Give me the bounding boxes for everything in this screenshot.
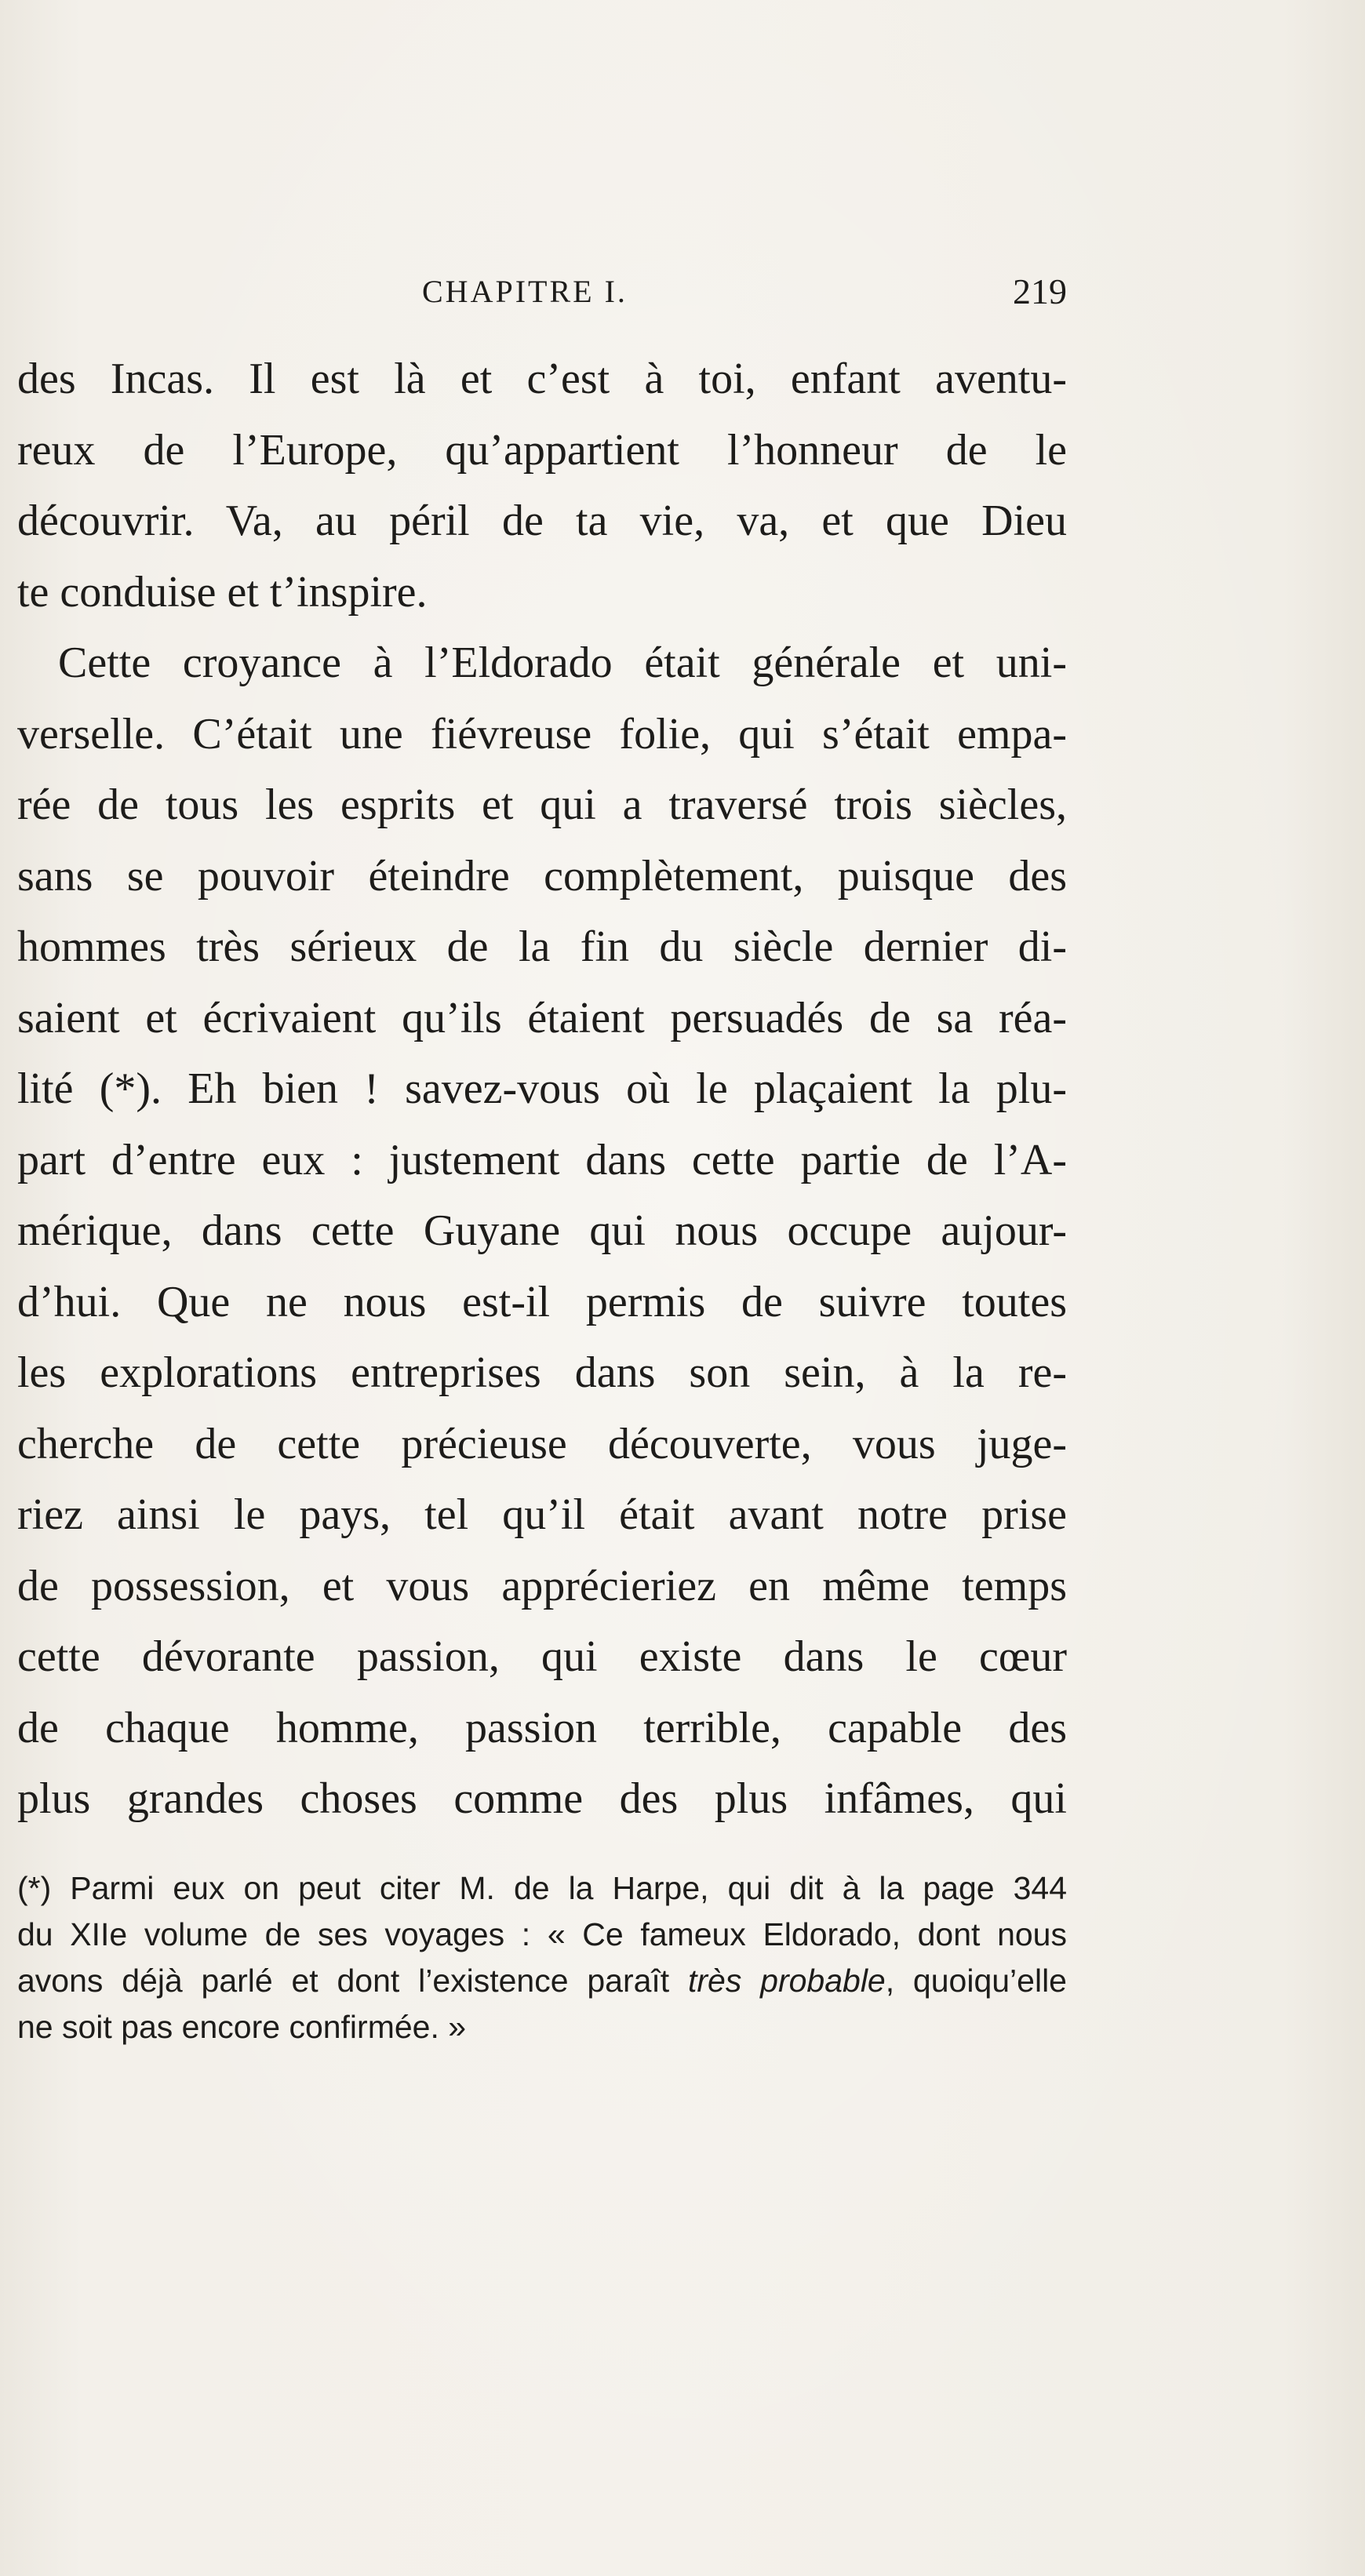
text-line: cette dévorante passion, qui existe dans le cœur <box>17 1632 1067 1681</box>
text-line: cherche de cette précieuse découverte, vous juge- <box>17 1419 1067 1468</box>
text-line: part d’entre eux : justement dans cette partie de l’A- <box>17 1135 1067 1184</box>
text-line: saient et écrivaient qu’ils étaient persuadés de sa réa- <box>17 993 1067 1042</box>
footnote-text: avons déjà parlé et dont l’existence paraît <box>17 1963 688 1999</box>
text-line: Cette croyance à l’Eldorado était générale et uni- <box>58 639 1067 687</box>
text-line: hommes très sérieux de la fin du siècle dernier di- <box>17 922 1067 971</box>
body-text <box>17 344 1067 1835</box>
text-line: riez ainsi le pays, tel qu’il était avant notre prise <box>17 1490 1067 1539</box>
text-line: de chaque homme, passion terrible, capable des <box>17 1703 1067 1752</box>
text-line: découvrir. Va, au péril de ta vie, va, et que Dieu <box>17 497 1067 545</box>
text-line: rée de tous les esprits et qui a traversé trois siècles, <box>17 780 1067 829</box>
text-line: mérique, dans cette Guyane qui nous occupe aujour- <box>17 1206 1067 1255</box>
text-line: lité (*). Eh bien ! savez-vous où le plaçaient la plu- <box>17 1064 1067 1113</box>
footnote <box>17 1865 1067 2050</box>
text-line: verselle. C’était une fiévreuse folie, qui s’était empa- <box>17 709 1067 759</box>
footnote-text: , quoiqu’elle <box>885 1963 1067 1999</box>
footnote-line <box>17 1958 1067 2004</box>
text-line: d’hui. Que ne nous est-il permis de suivre toutes <box>17 1277 1067 1326</box>
footnote-line: (*) Parmi eux on peut citer M. de la Harpe, qui dit à la page 344 <box>17 1870 1067 1906</box>
page-number: 219 <box>1013 271 1067 311</box>
running-head: CHAPITRE I. <box>422 274 628 309</box>
text-line: sans se pouvoir éteindre complètement, puisque des <box>17 851 1067 901</box>
text-line: te conduise et t’inspire. <box>17 567 428 617</box>
text-line: les explorations entreprises dans son sein, à la re- <box>17 1348 1067 1397</box>
text-line: plus grandes choses comme des plus infâmes, qui <box>17 1774 1067 1823</box>
text-line: de possession, et vous apprécieriez en même temps <box>17 1561 1067 1610</box>
page-header <box>422 268 1067 315</box>
text-line: reux de l’Europe, qu’appartient l’honneur de le <box>17 425 1067 475</box>
footnote-line: ne soit pas encore confirmée. » <box>17 2009 467 2045</box>
footnote-emphasis: très probable <box>688 1963 886 1999</box>
text-line: des Incas. Il est là et c’est à toi, enfant aventu- <box>17 355 1067 403</box>
footnote-line: du XIIe volume de ses voyages : « Ce fameux Eldorado, dont nous <box>17 1916 1067 1952</box>
